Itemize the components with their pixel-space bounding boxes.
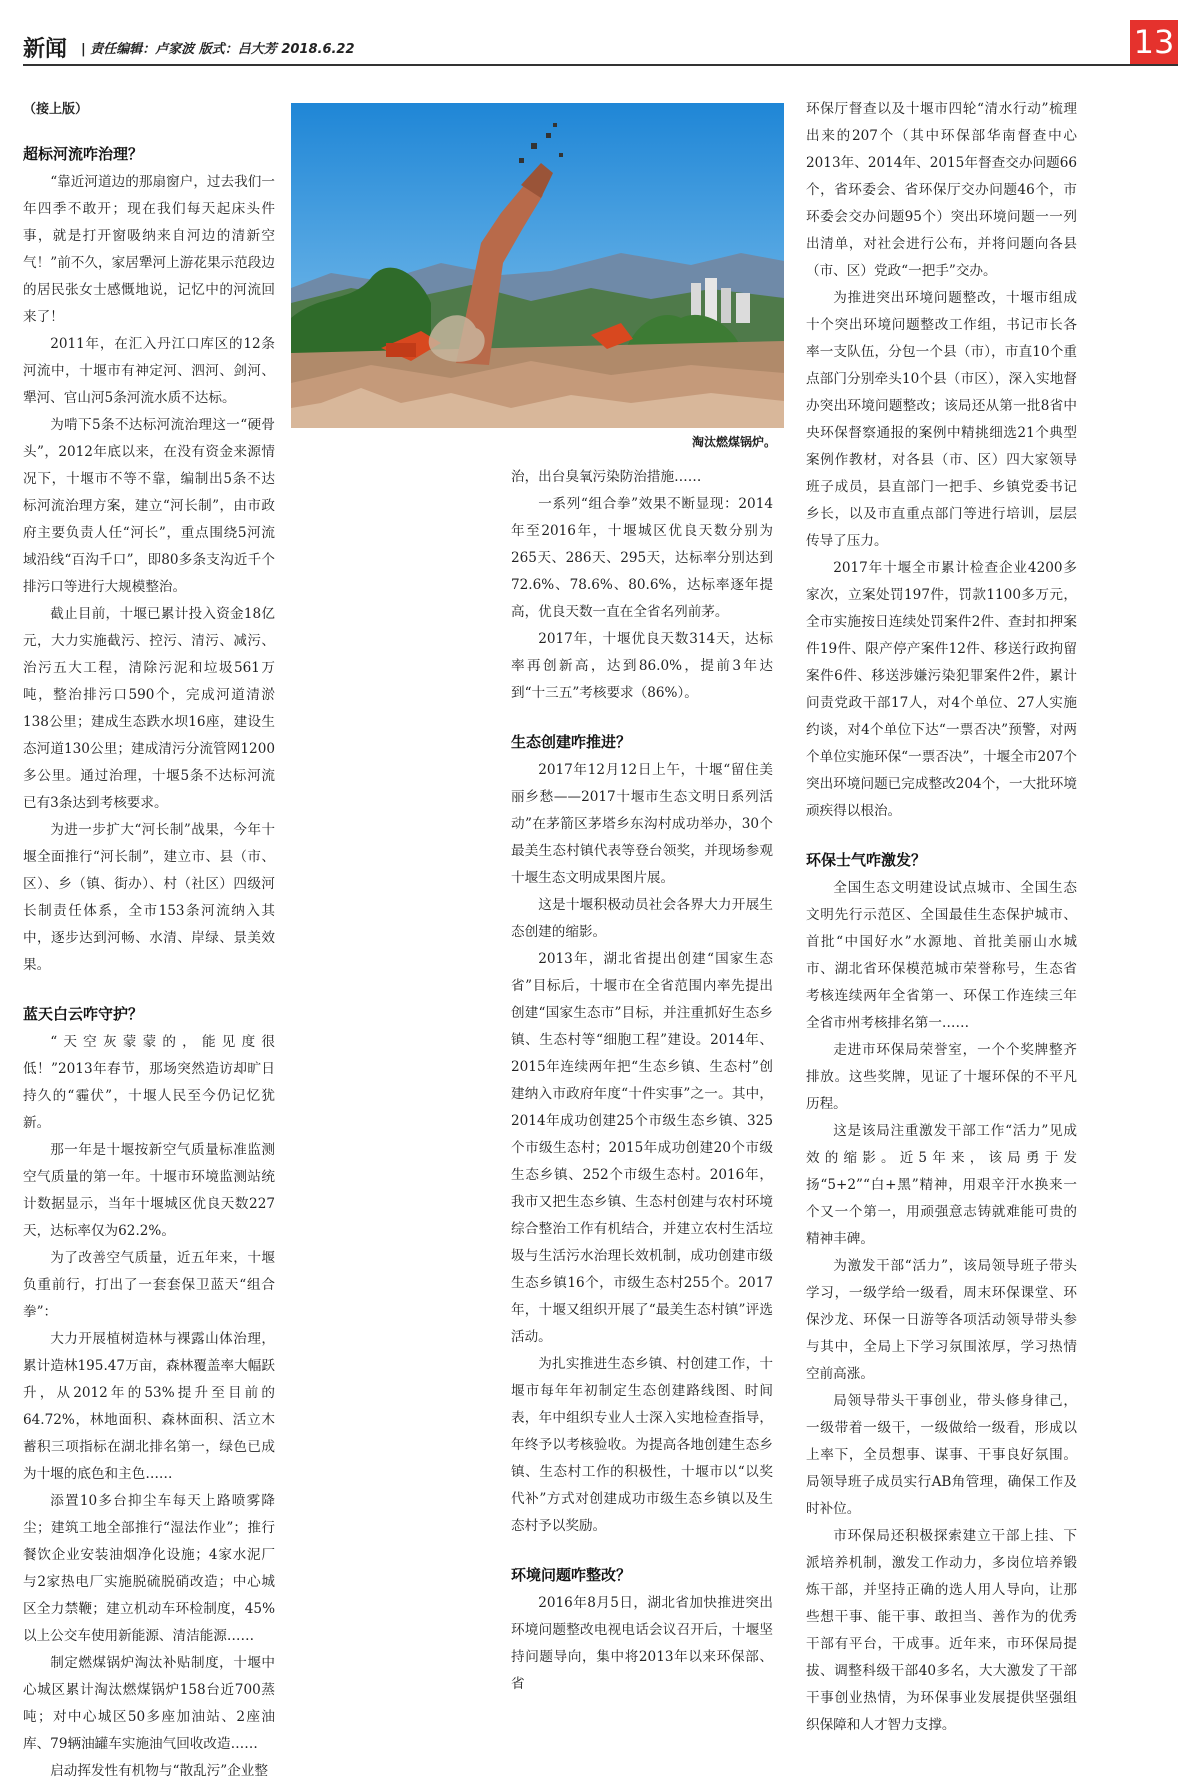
paragraph: 走进市环保局荣誉室，一个个奖牌整齐排放。这些奖牌，见证了十堰环保的不平凡历程。 (806, 1042, 1077, 1112)
paragraph: 局领导带头干事创业，带头修身律己，一级带着一级干，一级做给一级看，形成以上率下，全员想事、谋事、干事良好氛围。局领导班子成员实行AB角管理，确保工作及时补位。 (806, 1393, 1077, 1517)
article-column-1 (23, 96, 275, 1785)
paragraph: 这是该局注重激发干部工作“活力”见成效的缩影。近5年来，该局勇于发扬“5+2”“白+黑”精神，用艰辛汗水换来一个又一个第一，用顽强意志铸就难能可贵的精神丰碑。 (806, 1123, 1077, 1247)
section-heading-issues: 环境问题咋整改？ (511, 1566, 632, 1584)
paragraph: 2013年，湖北省提出创建“国家生态省”目标后，十堰市在全省范围内率先提出创建“国家生态市”目标，并注重抓好生态乡镇、生态村等“细胞工程”建设。2014年、2015年连续两年把“生态乡镇、生态村”创建纳入市政府年度“十件实事”之一。其中，2014年成功创建25个市级生态乡镇、325个市级生态村；2015年成功创建20个市级生态乡镇、252个市级生态村。2016年，我市又把生态乡镇、生态村创建与农村环境综合整治工作有机结合，并建立农村生活垃圾与生活污水治理长效机制，成功创建市级生态乡镇16个，市级生态村255个。2017年，十堰又组织开展了“最美生态村镇”评选活动。 (511, 951, 773, 1345)
paragraph: 为啃下5条不达标河流治理这一“硬骨头”，2012年底以来，在没有资金来源情况下，十堰市不等不靠，编制出5条不达标河流治理方案，建立“河长制”，由市政府主要负责人任“河长”，重点围绕5河流域沿线“百沟千口”，即80多条支沟近千个排污口等进行大规模整治。 (23, 417, 275, 595)
paragraph: 治，出台臭氧污染防治措施…… (511, 469, 702, 485)
section-heading-sky: 蓝天白云咋守护？ (23, 1005, 144, 1023)
header-rule (23, 64, 1178, 66)
paragraph: 启动挥发性有机物与“散乱污”企业整 (50, 1763, 268, 1779)
paragraph: 2016年8月5日，湖北省加快推进突出环境问题整改电视电话会议召开后，十堰坚持问题导向，集中将2013年以来环保部、省 (511, 1595, 773, 1692)
article-column-2 (511, 464, 773, 1698)
paragraph: 为推进突出环境问题整改，十堰市组成十个突出环境问题整改工作组，书记市长各率一支队伍，分包一个县（市），市直10个重点部门分别牵头10个县（市区），深入实地督办突出环境问题整改；该局还从第一批8省中央环保督察通报的案例中精挑细选21个典型案例作教材，对各县（市、区）四大家领导班子成员，县直部门一把手、乡镇党委书记乡长，以及市直重点部门等进行培训，层层传导了压力。 (806, 290, 1077, 549)
paragraph: 2017年，十堰优良天数314天，达标率再创新高，达到86.0%，提前3年达到“十三五”考核要求（86%）。 (511, 631, 773, 701)
article-column-3 (806, 96, 1077, 1739)
paragraph: 为进一步扩大“河长制”战果，今年十堰全面推行“河长制”，建立市、县（市、区）、乡（镇、街办）、村（社区）四级河长制责任体系，全市153条河流纳入其中，逐步达到河畅、水清、岸绿、景美效果。 (23, 822, 275, 973)
paragraph: “天空灰蒙蒙的，能见度很低！”2013年春节，那场突然造访却旷日持久的“霾伏”，十堰人民至今仍记忆犹新。 (23, 1034, 275, 1131)
page-header (23, 23, 1178, 62)
continued-label: （接上版） (23, 102, 89, 117)
paragraph: 为了改善空气质量，近五年来，十堰负重前行，打出了一套套保卫蓝天“组合拳”： (23, 1250, 275, 1320)
paragraph: 制定燃煤锅炉淘汰补贴制度，十堰中心城区累计淘汰燃煤锅炉158台近700蒸吨；对中心城区50多座加油站、2座油库、79辆油罐车实施油气回收改造…… (23, 1655, 275, 1752)
paragraph: 环保厅督查以及十堰市四轮“清水行动”梳理出来的207个（其中环保部华南督查中心2013年、2014年、2015年督查交办问题66个，省环委会、省环保厅交办问题46个，市环委会交办问题95个）突出环境问题一一列出清单，对社会进行公布，并将问题向各县（市、区）党政“一把手”交办。 (806, 101, 1077, 279)
paragraph: 全国生态文明建设试点城市、全国生态文明先行示范区、全国最佳生态保护城市、首批“中国好水”水源地、首批美丽山水城市、湖北省环保模范城市荣誉称号，生态省考核连续两年全省第一、环保工作连续三年全省市州考核排名第一…… (806, 880, 1077, 1031)
paragraph: 市环保局还积极探索建立干部上挂、下派培养机制，激发工作动力，多岗位培养锻炼干部，并坚持正确的选人用人导向，让那些想干事、能干事、敢担当、善作为的优秀干部有平台，干成事。近年来，市环保局提拔、调整科级干部40多名，大大激发了干部干事创业热情，为环保事业发展提供坚强组织保障和人才智力支撑。 (806, 1528, 1077, 1733)
section-title: 新闻 (23, 37, 68, 62)
paragraph: 大力开展植树造林与裸露山体治理，累计造林195.47万亩，森林覆盖率大幅跃升，从2012年的53%提升至目前的64.72%，林地面积、森林面积、活立木蓄积三项指标在湖北排名第一，绿色已成为十堰的底色和主色…… (23, 1331, 275, 1482)
chimney-demolition-photo (291, 103, 784, 456)
section-heading-eco: 生态创建咋推进？ (511, 733, 632, 751)
paragraph: 2011年，在汇入丹江口库区的12条河流中，十堰市有神定河、泗河、剑河、犟河、官山河5条河流水质不达标。 (23, 336, 275, 406)
section-heading-morale: 环保士气咋激发？ (806, 851, 927, 869)
paragraph: 那一年是十堰按新空气质量标准监测空气质量的第一年。十堰市环境监测站统计数据显示，当年十堰城区优良天数227天，达标率仅为62.2%。 (23, 1142, 275, 1239)
paragraph: 为扎实推进生态乡镇、村创建工作，十堰市每年年初制定生态创建路线图、时间表，年中组织专业人士深入实地检查指导，年终予以考核验收。为提高各地创建生态乡镇、生态村工作的积极性，十堰市以“以奖代补”方式对创建成功市级生态乡镇以及生态村予以奖励。 (511, 1356, 773, 1534)
photo-illustration (291, 103, 784, 456)
paragraph: 一系列“组合拳”效果不断显现：2014年至2016年，十堰城区优良天数分别为265天、286天、295天，达标率分别达到72.6%、78.6%、80.6%，达标率逐年提高，优良天数一直在全省名列前茅。 (511, 496, 773, 620)
paragraph: “靠近河道边的那扇窗户，过去我们一年四季不敢开；现在我们每天起床头件事，就是打开窗吸纳来自河边的清新空气！”前不久，家居犟河上游花果示范段边的居民张女士感慨地说，记忆中的河流回来了！ (23, 174, 275, 325)
paragraph: 2017年十堰全市累计检查企业4200多家次，立案处罚197件，罚款1100多万元，全市实施按日连续处罚案件2件、查封扣押案件19件、限产停产案件12件、移送行政拘留案件6件、移送涉嫌污染犯罪案件2件，累计问责党政干部17人，对4个单位、27人实施约谈，对4个单位下达“一票否决”预警，对两个单位实施环保“一票否决”，十堰全市207个突出环境问题已完成整改204个，一大批环境顽疾得以根治。 (806, 560, 1077, 819)
photo-caption: 淘汰燃煤锅炉。 (691, 435, 776, 449)
paragraph: 为激发干部“活力”，该局领导班子带头学习，一级学给一级看，周末环保课堂、环保沙龙、环保一日游等各项活动领导带头参与其中，全局上下学习氛围浓厚，学习热情空前高涨。 (806, 1258, 1077, 1382)
page-number-badge: 13 (1130, 20, 1178, 64)
section-heading-rivers: 超标河流咋治理？ (23, 145, 144, 163)
paragraph: 2017年12月12日上午，十堰“留住美丽乡愁——2017十堰市生态文明日系列活动”在茅箭区茅塔乡东沟村成功举办，30个最美生态村镇代表等登台领奖，并现场参观十堰生态文明成果图片展。 (511, 762, 773, 886)
editor-credits: | 责任编辑：卢家波 版式：吕大芳 2018.6.22 (81, 42, 355, 57)
paragraph: 这是十堰积极动员社会各界大力开展生态创建的缩影。 (511, 897, 773, 940)
paragraph: 截止目前，十堰已累计投入资金18亿元，大力实施截污、控污、清污、减污、治污五大工程，清除污泥和垃圾561万吨，整治排污口590个，完成河道清淤138公里；建成生态跌水坝16座，建设生态河道130公里；建成清污分流管网1200多公里。通过治理，十堰5条不达标河流已有3条达到考核要求。 (23, 606, 275, 811)
paragraph: 添置10多台抑尘车每天上路喷雾降尘；建筑工地全部推行“湿法作业”；推行餐饮企业安装油烟净化设施；4家水泥厂与2家热电厂实施脱硫脱硝改造；中心城区全力禁鞭；建立机动车环检制度，45%以上公交车使用新能源、清洁能源…… (23, 1493, 275, 1644)
